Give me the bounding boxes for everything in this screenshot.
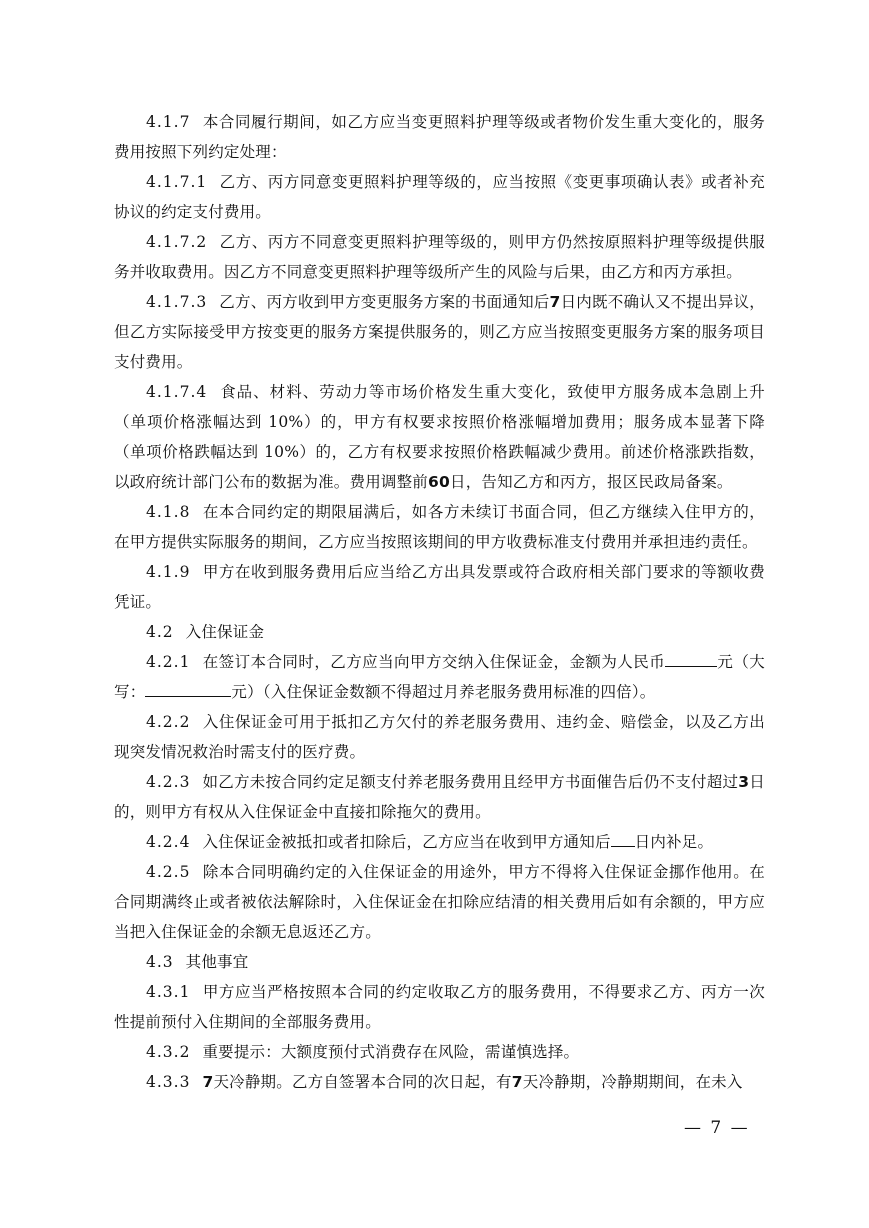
- clause-number: 4.2.5: [146, 863, 191, 881]
- clause-text: 甲方在收到服务费用后应当给乙方出具发票或符合政府相关部门要求的等额收费凭证。: [114, 563, 765, 611]
- clause-number: 4.1.7: [146, 113, 191, 131]
- document-body: [114, 107, 765, 1097]
- clause-text: 元）（入住保证金数额不得超过月养老服务费用标准的四倍）。: [231, 683, 656, 701]
- clause-text: 日内既不确认又不提出异议，但乙方实际接受甲方按变更的服务方案提供服务的，则乙方应当按照变更服务方案的服务项目支付费用。: [114, 293, 766, 371]
- clause-number: 4.2: [146, 623, 174, 641]
- clause-text: 本合同履行期间，如乙方应当变更照料护理等级或者物价发生重大变化的，服务费用按照下列约定处理：: [114, 113, 765, 161]
- clause-text: 天冷静期。乙方自签署本合同的次日起，有: [213, 1073, 512, 1091]
- clause-text: 入住保证金: [185, 623, 265, 641]
- clause-bold-number: 60: [428, 473, 450, 491]
- clause-number: 4.3: [146, 953, 174, 971]
- clause-number: 4.1.7.4: [146, 383, 208, 401]
- clause-text: 乙方、丙方收到甲方变更服务方案的书面通知后: [219, 293, 550, 311]
- clause-text: 乙方、丙方同意变更照料护理等级的，应当按照《变更事项确认表》或者补充协议的约定支付费用。: [114, 173, 765, 221]
- days-blank: [611, 830, 635, 847]
- amount-blank: [665, 650, 717, 667]
- clause-4-1-9: [114, 557, 765, 617]
- clause-number: 4.1.9: [146, 563, 191, 581]
- clause-number: 4.2.3: [146, 773, 191, 791]
- clause-4-1-7: [114, 107, 765, 167]
- section-4-3-heading: [114, 947, 765, 977]
- section-4-2-heading: [114, 617, 765, 647]
- clause-text: 如乙方未按合同约定足额支付养老服务费用且经甲方书面催告后仍不支付超过: [202, 773, 739, 791]
- clause-text: 除本合同明确约定的入住保证金的用途外，甲方不得将入住保证金挪作他用。在合同期满终止或者被依法解除时，入住保证金在扣除应结清的相关费用后如有余额的，甲方应当把入住保证金的余额无息返还乙方。: [114, 863, 765, 941]
- clause-number: 4.3.2: [146, 1043, 191, 1061]
- clause-4-3-2: [114, 1037, 765, 1067]
- clause-4-1-7-3: [114, 287, 765, 377]
- clause-text: 乙方、丙方不同意变更照料护理等级的，则甲方仍然按原照料护理等级提供服务并收取费用。因乙方不同意变更照料护理等级所产生的风险与后果，由乙方和丙方承担。: [114, 233, 765, 281]
- clause-text: 日的，则甲方有权从入住保证金中直接扣除拖欠的费用。: [114, 773, 765, 821]
- clause-text: 重要提示：大额度预付式消费存在风险，需谨慎选择。: [202, 1043, 580, 1061]
- clause-4-3-3: [114, 1067, 765, 1097]
- amount-uppercase-blank: [145, 680, 231, 697]
- clause-text: 入住保证金可用于抵扣乙方欠付的养老服务费用、违约金、赔偿金，以及乙方出现突发情况救治时需支付的医疗费。: [114, 713, 765, 761]
- clause-text: 其他事宜: [185, 953, 249, 971]
- clause-bold-number: 7: [549, 293, 561, 311]
- clause-number: 4.2.4: [146, 833, 191, 851]
- clause-4-1-7-1: [114, 167, 765, 227]
- clause-number: 4.1.7.3: [146, 293, 208, 311]
- clause-number: 4.3.1: [146, 983, 191, 1001]
- clause-4-1-8: [114, 497, 765, 557]
- clause-4-2-5: [114, 857, 765, 947]
- clause-text: 入住保证金被抵扣或者扣除后，乙方应当在收到甲方通知后: [202, 833, 611, 851]
- clause-text: 在签订本合同时，乙方应当向甲方交纳入住保证金，金额为人民币: [202, 653, 666, 671]
- clause-text: 日内补足。: [634, 833, 714, 851]
- clause-text: 元（大写：: [114, 653, 765, 701]
- clause-bold-number: 7: [202, 1073, 214, 1091]
- clause-text: 天冷静期，冷静期期间，在未入: [522, 1073, 743, 1091]
- clause-4-2-1: [114, 647, 765, 707]
- clause-bold-number: 3: [738, 773, 750, 791]
- clause-text: 甲方应当严格按照本合同的约定收取乙方的服务费用，不得要求乙方、丙方一次性提前预付入住期间的全部服务费用。: [114, 983, 765, 1031]
- clause-text: 在本合同约定的期限届满后，如各方未续订书面合同，但乙方继续入住甲方的，在甲方提供实际服务的期间，乙方应当按照该期间的甲方收费标准支付费用并承担违约责任。: [114, 503, 765, 551]
- clause-text: 日，告知乙方和丙方，报区民政局备案。: [450, 473, 733, 491]
- clause-number: 4.1.7.1: [146, 173, 208, 191]
- clause-4-2-2: [114, 707, 765, 767]
- clause-number: 4.3.3: [146, 1073, 191, 1091]
- clause-4-2-3: [114, 767, 765, 827]
- clause-text: 食品、材料、劳动力等市场价格发生重大变化，致使甲方服务成本急剧上升（单项价格涨幅达到 10%）的，甲方有权要求按照价格涨幅增加费用；服务成本显著下降（单项价格跌幅达到 10%）的，乙方有权要求按照价格跌幅减少费用。前述价格涨跌指数，以政府统计部门公布的数据为准。费用调整前: [114, 383, 765, 491]
- clause-number: 4.2.1: [146, 653, 191, 671]
- clause-number: 4.1.7.2: [146, 233, 208, 251]
- clause-number: 4.2.2: [146, 713, 191, 731]
- clause-4-2-4: [114, 827, 765, 857]
- clause-4-1-7-2: [114, 227, 765, 287]
- clause-4-1-7-4: [114, 377, 765, 497]
- clause-4-3-1: [114, 977, 765, 1037]
- page-number: — 7 —: [684, 1118, 750, 1138]
- clause-number: 4.1.8: [146, 503, 191, 521]
- clause-bold-number: 7: [511, 1073, 523, 1091]
